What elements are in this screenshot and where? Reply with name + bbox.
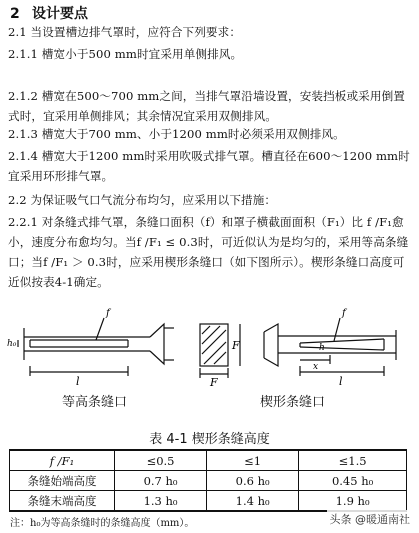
caption-wedge-slot: 楔形条缝口 <box>260 395 326 410</box>
paragraph-2-1: 2.1 当设置槽边排气罩时，应符合下列要求： <box>8 25 242 39</box>
table-header-cell: ≤1 <box>207 450 299 471</box>
section-heading <box>10 3 88 23</box>
paragraph-2-1-3: 2.1.3 槽宽大于700 mm、小于1200 mm时必须采用双侧排风。 <box>8 127 345 141</box>
paragraph-2-1-2: 2.1.2 槽宽在500～700 mm之间，当排气罩沿墙设置，安装挡板或采用倒置式时，宜采用单侧排风；其余情况宜采用双侧排风。 <box>8 89 405 123</box>
label-f-right: f <box>342 308 346 319</box>
table-cell: 1.3 h₀ <box>115 491 207 512</box>
paragraph-2-2: 2.2 为保证吸气口气流分布均匀，应采用以下措施： <box>8 193 277 207</box>
caption-equal-slot: 等高条缝口 <box>62 395 128 410</box>
paragraph-2-1-1: 2.1.1 槽宽小于500 mm时宜采用单侧排风。 <box>8 47 243 61</box>
watermark: 头条 @暖通南社 <box>327 510 414 528</box>
label-h: h <box>319 343 325 353</box>
table-cell: 0.6 h₀ <box>207 471 299 491</box>
label-f-left: f <box>106 308 110 319</box>
table-row <box>10 471 407 491</box>
wedge-slot-figure <box>264 318 396 376</box>
table-header-cell: f /F₁ <box>10 450 115 471</box>
label-x: x <box>313 362 319 372</box>
label-F-bottom: F <box>210 376 218 389</box>
table-cell: 条缝末端高度 <box>10 491 115 512</box>
section-number: 2 <box>10 6 20 22</box>
paragraph-2-1-4: 2.1.4 槽宽大于1200 mm时采用吹吸式排气罩。槽直径在600～1200 mm时宜采用环形排气罩。 <box>8 149 410 183</box>
table-cell: 1.4 h₀ <box>207 491 299 512</box>
label-F-side: F <box>232 339 240 352</box>
table-cell: 条缝始端高度 <box>10 471 115 491</box>
table-header-row <box>10 450 407 471</box>
table-header-cell: ≤1.5 <box>299 450 407 471</box>
table-cell: 0.45 h₀ <box>299 471 407 491</box>
table-row <box>10 491 407 512</box>
table-note: 注：h₀为等高条缝时的条缝高度（mm）。 <box>10 518 195 529</box>
table-cell: 1.9 h₀ <box>299 491 407 512</box>
equal-slot-figure <box>18 318 174 376</box>
wedge-slot-height-table <box>9 449 407 512</box>
label-l-left: l <box>76 375 80 388</box>
section-title: 设计要点 <box>32 6 88 22</box>
table-cell: 0.7 h₀ <box>115 471 207 491</box>
table-title: 表 4-1 楔形条缝高度 <box>149 432 270 447</box>
label-h0: h₀ <box>7 339 17 349</box>
label-l-right: l <box>339 375 343 388</box>
paragraph-2-2-1: 2.2.1 对条缝式排气罩，条缝口面积（f）和罩子横截面面积（F₁）比 f /F₁愈小，速度分布愈均匀。当f /F₁ ≤ 0.3时，可近似认为是均匀的，采用等高条缝口；当f /F₁ ＞ 0.3时，应采用楔形条缝口（如下图所示）。楔形条缝口高度可近似按表4-1确定。 <box>8 215 409 289</box>
table-header-cell: ≤0.5 <box>115 450 207 471</box>
